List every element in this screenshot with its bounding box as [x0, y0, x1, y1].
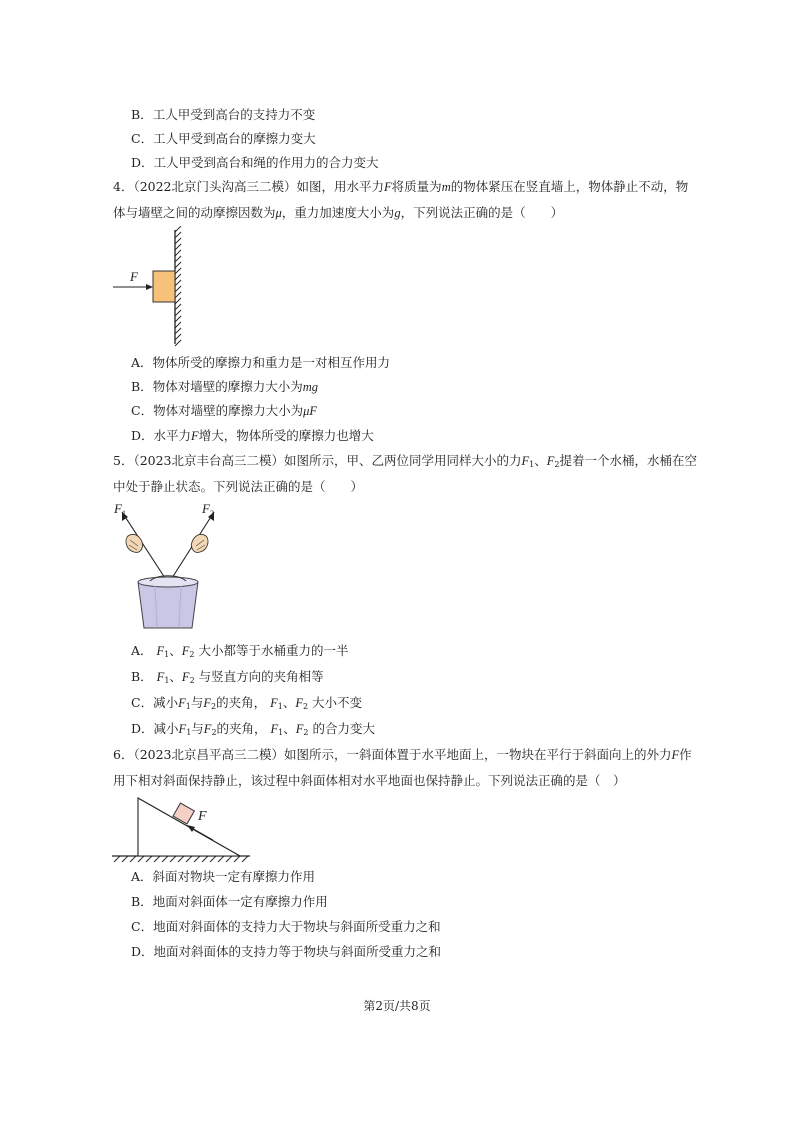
q3-option-b: B．工人甲受到高台的支持力不变 — [131, 107, 316, 122]
q4-option-d: D．水平力F增大，物体所受的摩擦力也增大 — [131, 428, 374, 443]
q5-option-a: A． $F_1$、$F_2$ 大小都等于水桶重力的一半 — [131, 643, 349, 659]
q6-incline-figure — [110, 796, 255, 864]
q4-option-c: C．物体对墙壁的摩擦力大小为μF — [131, 403, 318, 418]
q4-wall-figure — [108, 226, 198, 350]
fig-f2-label: $F_2$ — [202, 501, 214, 518]
q3-option-d: D．工人甲受到高台和绳的作用力的合力变大 — [131, 155, 379, 170]
q5-stem-line2: 中处于静止状态。下列说法正确的是（ ） — [113, 479, 364, 494]
q6-option-b: B．地面对斜面体一定有摩擦力作用 — [131, 894, 328, 909]
q6-stem-line1: 6．（2023北京昌平高三二模）如图所示，一斜面体置于水平地面上，一物块在平行于斜面向上的外力F作 — [113, 747, 692, 762]
q4-stem-line2: 体与墙壁之间的动摩擦因数为μ，重力加速度大小为g，下列说法正确的是（ ） — [113, 205, 564, 220]
q4-figure-force-label: F — [130, 269, 138, 284]
q6-option-c: C．地面对斜面体的支持力大于物块与斜面所受重力之和 — [131, 919, 441, 934]
bucket-icon — [138, 576, 198, 628]
q5-option-c: C．减小$F_1$与$F_2$的夹角， $F_1$、$F_2$ 大小不变 — [131, 695, 363, 711]
q4-option-a: A．物体所受的摩擦力和重力是一对相互作用力 — [131, 355, 391, 370]
q5-stem-line1: 5．（2023北京丰台高三二模）如图所示，甲、乙两位同学用同样大小的力$F_1$、$F_2$提着一个水桶，水桶在空 — [113, 453, 698, 469]
q4-option-b: B．物体对墙壁的摩擦力大小为mg — [131, 379, 318, 394]
q6-figure-force-label: F — [198, 809, 207, 824]
q6-stem-line2: 用下相对斜面保持静止，该过程中斜面体相对水平地面也保持静止。下列说法正确的是（ ） — [113, 773, 626, 788]
left-hand-icon — [126, 534, 143, 552]
q3-option-c: C．工人甲受到高台的摩擦力变大 — [131, 131, 316, 146]
q6-option-a: A．斜面对物块一定有摩擦力作用 — [131, 869, 316, 884]
q4-stem-line1: 4．（2022北京门头沟高三二模）如图，用水平力F将质量为m的物体紧压在竖直墙上，物体静止不动，物 — [113, 179, 689, 194]
right-hand-icon — [191, 534, 208, 552]
q6-option-d: D．地面对斜面体的支持力等于物块与斜面所受重力之和 — [131, 944, 442, 959]
page-footer: 第2页/共8页 — [363, 999, 431, 1013]
q5-bucket-figure — [110, 500, 230, 635]
q5-option-b: B． $F_1$、$F_2$ 与竖直方向的夹角相等 — [131, 669, 324, 685]
fig-f1-label: $F_1$ — [114, 501, 126, 518]
q5-option-d: D．减小$F_1$与$F_2$的夹角， $F_1$、$F_2$ 的合力变大 — [131, 721, 376, 737]
